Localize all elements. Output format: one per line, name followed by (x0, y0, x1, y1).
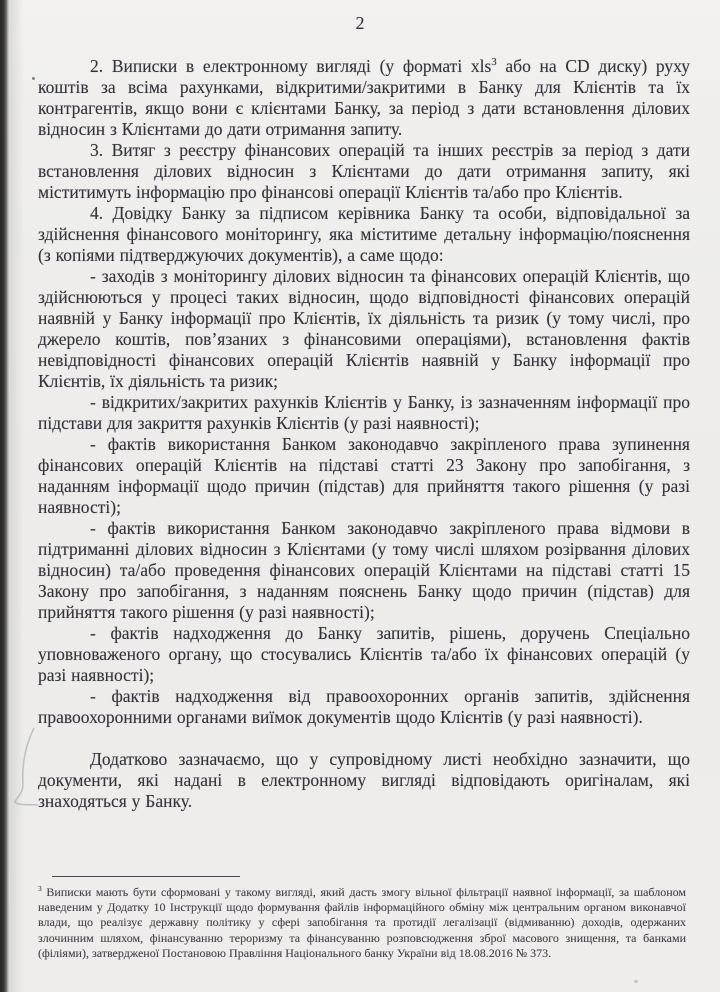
document-body (38, 56, 690, 812)
paragraph-4: 4. Довідку Банку за підписом керівника Банку та особи, відповідальної за здійснення фінансового моніторингу, яка міститиме детальну інформацію/пояснення (з копіями підтверджуючих документів), а саме щодо: (38, 203, 690, 265)
list-item-requests: - фактів надходження до Банку запитів, рішень, доручень Спеціально уповноваженого органу, що стосувались Клієнтів та/або їх фінансових операцій (у разі наявності); (38, 623, 690, 685)
closing-paragraph: Додатково зазначаємо, що у супровідному листі необхідно зазначити, що документи, які надані в електронному вигляді відповідають оригіналам, які знаходяться у Банку. (38, 749, 690, 811)
scan-edge-shadow (8, 0, 24, 992)
footnote-reference-superscript: 3 (491, 56, 497, 69)
list-item-refusal: - фактів використання Банком законодавчо закріпленого права відмови в підтриманні ділових відносин з Клієнтами (у тому числі шляхом розірвання ділових відносин) та/або проведення фінансових операцій Клієнтами на підставі статті 15 Закону про запобігання, з наданням пояснень Банку щодо причин (підстав) для прийняття такого рішення (у разі наявності); (38, 518, 690, 622)
footnote-marker: 3 (38, 884, 42, 893)
footnote-text: Виписки мають бути сформовані у такому вигляді, який дасть змогу вільної фільтрації наявної інформації, за шаблоном наведеним у Додатку 10 Інструкції щодо формування файлів інформаційного обміну між центральним органом виконавчої влади, що реалізує державну політику у сфері запобігання та протидії легалізації (відмиванню) доходів, одержаних злочинним шляхом, фінансуванню тероризму та фінансуванню розповсюдження зброї масового знищення, та банками (філіями), затвердженої Постановою Правління Національного банку України від 18.08.2016 № 373. (38, 885, 686, 960)
paragraph-2-text-continued: або на CD диску) руху коштів за всіма рахунками, відкритими/закритими в Банку для Клієнтів та їх контрагентів, якщо вони є клієнтами Банку, за період з дати встановлення ділових відносин з Клієнтами до дати отримання запиту. (38, 56, 690, 139)
paragraph-2-text: 2. Виписки в електронному вигляді (у форматі xls (90, 56, 492, 76)
footnote-separator (52, 876, 240, 877)
paragraph-3: 3. Витяг з реєстру фінансових операцій та інших реєстрів за період з дати встановлення ділових відносин з Клієнтами до дати отримання запиту, які міститимуть інформацію про фінансові операції Клієнтів та/або про Клієнтів. (38, 140, 690, 202)
list-item-accounts: - відкритих/закритих рахунків Клієнтів у Банку, із зазначенням інформації про підстави для закриття рахунків Клієнтів (у разі наявності); (38, 392, 690, 433)
list-item-law-enforcement: - фактів надходження від правоохоронних органів запитів, здійснення правоохоронними органами виїмок документів щодо Клієнтів (у разі наявності). (38, 686, 690, 727)
list-item-monitoring: - заходів з моніторингу ділових відносин та фінансових операцій Клієнтів, що здійснюються у процесі таких відносин, щодо відповідності фінансових операцій наявній у Банку інформації про Клієнтів, їх діяльність та ризик (у тому числі, про джерело коштів, пов’язаних з фінансовими операціями), встановлення фактів невідповідності фінансових операцій Клієнтів наявній у Банку інформації про Клієнтів, їх діяльність та ризик; (38, 266, 690, 391)
footnote (38, 885, 686, 961)
scan-speck-artifact (32, 77, 35, 80)
paragraph-2 (38, 56, 690, 140)
list-item-suspension: - фактів використання Банком законодавчо закріпленого права зупинення фінансових операцій Клієнтів на підставі статті 23 Закону про запобігання, з наданням інформації щодо причин (підстав) для прийняття такого рішення (у разі наявності); (38, 434, 690, 517)
page-number: 2 (355, 13, 365, 33)
scan-speck-artifact-bottom (634, 980, 638, 983)
